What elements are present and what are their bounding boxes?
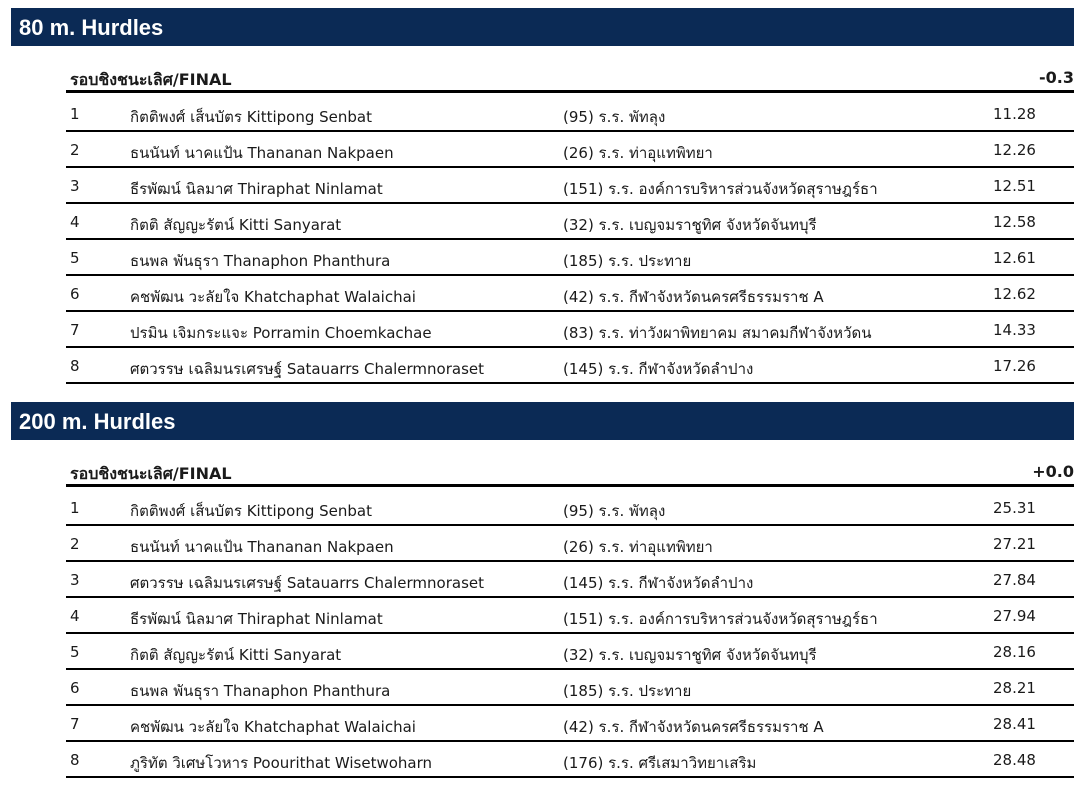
result-time: 17.26	[993, 357, 1036, 375]
result-row	[66, 240, 1074, 276]
result-rank: 8	[70, 357, 80, 375]
round-header	[66, 462, 1074, 484]
athlete-name: คชพัฒน วะลัยใจ Khatchaphat Walaichai	[130, 288, 416, 306]
result-time: 28.41	[993, 715, 1036, 733]
result-rank: 6	[70, 679, 80, 697]
result-rank: 7	[70, 715, 80, 733]
result-time: 12.26	[993, 141, 1036, 159]
athlete-team: (42) ร.ร. กีฬาจังหวัดนครศรีธรรมราช A	[563, 718, 824, 736]
athlete-team: (95) ร.ร. พัทลุง	[563, 108, 666, 126]
athlete-team: (185) ร.ร. ประทาย	[563, 252, 692, 270]
result-rank: 4	[70, 607, 80, 625]
result-row	[66, 168, 1074, 204]
athlete-team: (185) ร.ร. ประทาย	[563, 682, 692, 700]
result-row	[66, 706, 1074, 742]
athlete-name: ธนพล พันธุรา Thanaphon Phanthura	[130, 252, 391, 270]
round-title: รอบชิงชนะเลิศ/FINAL	[70, 464, 232, 483]
athlete-name: คชพัฒน วะลัยใจ Khatchaphat Walaichai	[130, 718, 416, 736]
result-row	[66, 490, 1074, 526]
result-row	[66, 634, 1074, 670]
athlete-name: กิตติพงศ์ เส็นบัตร Kittipong Senbat	[130, 502, 372, 520]
athlete-name: ธนนันท์ นาคแป้น Thananan Nakpaen	[130, 144, 394, 162]
result-row	[66, 742, 1074, 778]
athlete-name: ภูริทัต วิเศษโวหาร Poourithat Wisetwoharn	[130, 754, 432, 772]
result-time: 27.94	[993, 607, 1036, 625]
result-time: 25.31	[993, 499, 1036, 517]
result-rank: 1	[70, 105, 80, 123]
athlete-name: ศตวรรษ เฉลิมนรเศรษฐ์ Satauarrs Chalermnoraset	[130, 574, 485, 592]
athlete-team: (32) ร.ร. เบญจมราชูทิศ จังหวัดจันทบุรี	[563, 216, 817, 234]
result-time: 27.21	[993, 535, 1036, 553]
result-row	[66, 562, 1074, 598]
athlete-team: (151) ร.ร. องค์การบริหารส่วนจังหวัดสุราษฎร์ธา	[563, 610, 878, 628]
athlete-name: ธีรพัฒน์ นิลมาศ Thiraphat Ninlamat	[130, 180, 383, 198]
athlete-team: (145) ร.ร. กีฬาจังหวัดลำปาง	[563, 360, 754, 378]
result-row	[66, 204, 1074, 240]
round-divider	[66, 484, 1074, 487]
result-row	[66, 670, 1074, 706]
event-title: 80 m. Hurdles	[11, 8, 1074, 46]
athlete-team: (42) ร.ร. กีฬาจังหวัดนครศรีธรรมราช A	[563, 288, 824, 306]
athlete-team: (83) ร.ร. ท่าวังผาพิทยาคม สมาคมกีฬาจังหวัดน	[563, 324, 872, 342]
result-rank: 7	[70, 321, 80, 339]
result-rank: 2	[70, 141, 80, 159]
round-header	[66, 68, 1074, 90]
results-table	[66, 490, 1074, 778]
result-rank: 6	[70, 285, 80, 303]
result-row	[66, 526, 1074, 562]
result-time: 28.48	[993, 751, 1036, 769]
result-time: 28.21	[993, 679, 1036, 697]
result-time: 12.61	[993, 249, 1036, 267]
athlete-team: (26) ร.ร. ท่าอุแทพิทยา	[563, 144, 713, 162]
result-time: 12.62	[993, 285, 1036, 303]
result-row	[66, 276, 1074, 312]
athlete-team: (26) ร.ร. ท่าอุแทพิทยา	[563, 538, 713, 556]
athlete-team: (95) ร.ร. พัทลุง	[563, 502, 666, 520]
athlete-name: กิตติ สัญญะรัตน์ Kitti Sanyarat	[130, 216, 342, 234]
athlete-team: (32) ร.ร. เบญจมราชูทิศ จังหวัดจันทบุรี	[563, 646, 817, 664]
athlete-name: กิตติพงศ์ เส็นบัตร Kittipong Senbat	[130, 108, 372, 126]
result-rank: 4	[70, 213, 80, 231]
athlete-name: ธนพล พันธุรา Thanaphon Phanthura	[130, 682, 391, 700]
result-row	[66, 132, 1074, 168]
round-divider	[66, 90, 1074, 93]
result-rank: 5	[70, 643, 80, 661]
result-rank: 5	[70, 249, 80, 267]
athlete-team: (151) ร.ร. องค์การบริหารส่วนจังหวัดสุราษฎร์ธา	[563, 180, 878, 198]
result-rank: 8	[70, 751, 80, 769]
result-rank: 3	[70, 177, 80, 195]
athlete-team: (145) ร.ร. กีฬาจังหวัดลำปาง	[563, 574, 754, 592]
result-time: 12.58	[993, 213, 1036, 231]
round-title: รอบชิงชนะเลิศ/FINAL	[70, 70, 232, 89]
athlete-name: ธีรพัฒน์ นิลมาศ Thiraphat Ninlamat	[130, 610, 383, 628]
athlete-name: ศตวรรษ เฉลิมนรเศรษฐ์ Satauarrs Chalermnoraset	[130, 360, 485, 378]
result-rank: 3	[70, 571, 80, 589]
athlete-team: (176) ร.ร. ศรีเสมาวิทยาเสริม	[563, 754, 757, 772]
wind-reading: +0.0	[1032, 462, 1074, 481]
result-time: 12.51	[993, 177, 1036, 195]
event-title: 200 m. Hurdles	[11, 402, 1074, 440]
result-time: 27.84	[993, 571, 1036, 589]
result-row	[66, 96, 1074, 132]
result-rank: 1	[70, 499, 80, 517]
wind-reading: -0.3	[1039, 68, 1074, 87]
athlete-name: กิตติ สัญญะรัตน์ Kitti Sanyarat	[130, 646, 342, 664]
result-row	[66, 348, 1074, 384]
athlete-name: ปรมิน เจิมกระแจะ Porramin Choemkachae	[130, 324, 432, 342]
results-table	[66, 96, 1074, 384]
result-time: 11.28	[993, 105, 1036, 123]
result-row	[66, 312, 1074, 348]
result-time: 14.33	[993, 321, 1036, 339]
result-time: 28.16	[993, 643, 1036, 661]
result-rank: 2	[70, 535, 80, 553]
result-row	[66, 598, 1074, 634]
athlete-name: ธนนันท์ นาคแป้น Thananan Nakpaen	[130, 538, 394, 556]
